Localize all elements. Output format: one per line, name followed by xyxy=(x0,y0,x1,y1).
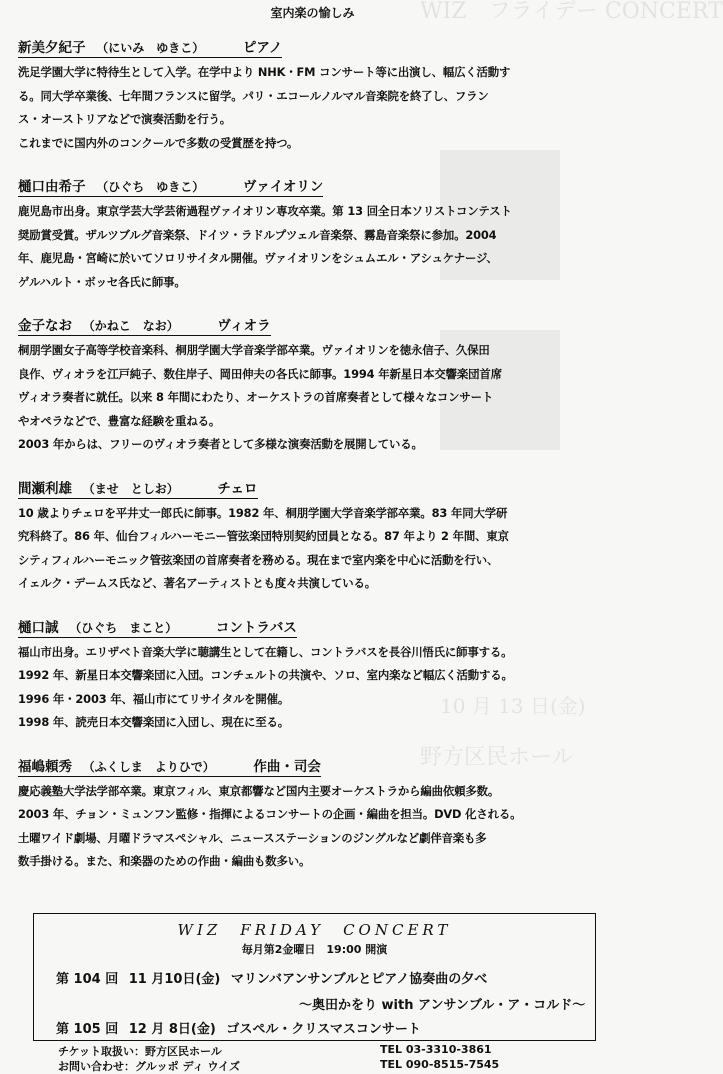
performer-name: 新美夕紀子 xyxy=(18,40,86,56)
profile-header xyxy=(18,314,271,336)
performer-instrument: ヴィオラ xyxy=(217,318,271,334)
performer-name: 樋口由希子 xyxy=(18,179,86,195)
bio-line: ス・オーストリアなどで演奏活動を行う。 xyxy=(18,112,232,126)
profile-piano xyxy=(18,36,614,155)
performer-instrument: ヴァイオリン xyxy=(242,179,324,195)
ticket-tel: TEL 03-3310-3861 xyxy=(380,1043,492,1056)
bio-line: る。同大学卒業後、七年間フランスに留学。パリ・エコールノルマル音楽院を終了し、フラン xyxy=(18,88,489,103)
bio-line: ヴィオラ奏者に就任。以来 8 年間にわたり、オーケストラの首席奏者として様々なコンサート xyxy=(18,390,494,404)
performer-reading: （ませ としお） xyxy=(82,481,179,496)
performer-reading: （ひぐち まこと） xyxy=(69,620,178,635)
bio-line: 2003 年からは、フリーのヴィオラ奏者として多様な演奏活動を展開している。 xyxy=(18,437,423,451)
performer-reading: （ひぐち ゆきこ） xyxy=(96,180,205,194)
bio-line: 1996 年・2003 年、福山市にてリサイタルを開催。 xyxy=(18,691,290,706)
page-title: 室内楽の愉しみ xyxy=(270,6,355,20)
bio-line: ゲルハルト・ボッセ各氏に師事。 xyxy=(18,274,186,289)
event-date: 12 月 8日(金) xyxy=(128,1022,216,1037)
profile-header xyxy=(18,477,258,499)
bio-line: 2003 年、チョン・ミュンフン監修・指揮によるコンサートの企画・編曲を担当。DVD 化される。 xyxy=(18,807,522,821)
bleed-through-text: WIZ フライデー CONCERT xyxy=(420,0,723,24)
performer-reading: （かねこ なお） xyxy=(82,319,179,333)
event-number: 第 105 回 xyxy=(56,1022,119,1037)
bio-line: これまでに国内外のコンクールで多数の受賞歴を持つ。 xyxy=(18,135,299,150)
bleed-through-text: 野方区民ホール xyxy=(420,745,574,770)
bio-line: 年、鹿児島・宮崎に於いてソロリサイタル開催。ヴァイオリンをシュムエル・アシュケナージ、 xyxy=(18,251,498,265)
profile-header xyxy=(18,175,323,197)
event-number: 第 104 回 xyxy=(56,972,119,987)
bio-line: 10 歳よりチェロを平井丈一郎氏に師事。1982 年、桐朋学園大学音楽学部卒業。83 年同大学研 xyxy=(18,505,508,520)
concert-event-105 xyxy=(56,1018,427,1037)
bio-line: 洗足学園大学に特待生として入学。在学中より NHK・FM コンサート等に出演し、幅広く活動す xyxy=(18,65,511,79)
performer-profiles xyxy=(18,36,614,894)
bleed-through-text: 10 月 13 日(金) xyxy=(440,694,586,718)
performer-name: 金子なお xyxy=(18,318,72,334)
event-program: ゴスペル・クリスマスコンサート xyxy=(226,1022,421,1037)
profile-header xyxy=(18,755,321,777)
concert-series-title: WIZ FRIDAY CONCERT xyxy=(177,921,452,939)
bio-line: 奨励賞受賞。ザルツブルグ音楽祭、ドイツ・ラドルプツェル音楽祭、霧島音楽祭に参加。2004 xyxy=(18,227,497,242)
contact-info xyxy=(58,1058,500,1074)
profile-contrabass xyxy=(18,616,614,735)
performer-name: 福嶋頼秀 xyxy=(18,758,72,775)
bio-line: 1992 年、新星日本交響楽団に入団。コンチェルトの共演や、ソロ、室内楽など幅広く活動する。 xyxy=(18,668,513,682)
profile-header xyxy=(18,616,297,638)
performer-reading: （にいみ ゆきこ） xyxy=(96,41,205,55)
bio-line: 慶応義塾大学法学部卒業。東京フィル、東京都響など国内主要オーケストラから編曲依頼多数。 xyxy=(18,783,500,798)
profile-violin xyxy=(18,175,614,294)
profile-composer xyxy=(18,755,614,874)
contact-tel: TEL 090-8515-7545 xyxy=(380,1058,500,1071)
performer-name: 間瀬利雄 xyxy=(18,480,72,497)
bio-line: 究科終了。86 年、仙台フィルハーモニー管弦楽団特別契約団員となる。87 年より 2 年間、東京 xyxy=(18,529,509,543)
contact-label: お問い合わせ：グルッポ ディ ウイズ xyxy=(58,1060,241,1073)
event-subtitle: ～奥田かをり with アンサンブル・ア・コルド～ xyxy=(299,998,586,1013)
performer-instrument: ピアノ xyxy=(242,40,283,56)
bio-line: 数手掛ける。また、和楽器のための作曲・編曲も数多い。 xyxy=(18,854,311,868)
performer-reading: （ふくしま よりひで） xyxy=(82,759,215,774)
bio-line: 土曜ワイド劇場、月曜ドラマスペシャル、ニュースステーションのジングルなど劇伴音楽も多 xyxy=(18,830,487,845)
performer-name: 樋口誠 xyxy=(18,619,59,636)
concert-schedule-box xyxy=(33,913,596,1041)
profile-header xyxy=(18,36,282,58)
bio-line: 鹿児島市出身。東京学芸大学芸術過程ヴァイオリン専攻卒業。第 13 回全日本ソリストコンテスト xyxy=(18,204,512,218)
bio-line: 福山市出身。エリザベト音楽大学に聴講生として在籍し、コントラバスを長谷川悟氏に師事する。 xyxy=(18,644,513,659)
performer-instrument: チェロ xyxy=(217,480,258,497)
concert-event-104 xyxy=(56,968,493,987)
ticket-label: チケット取扱い：野方区民ホール xyxy=(58,1045,222,1058)
performer-instrument: コントラバス xyxy=(215,619,297,636)
profile-cello xyxy=(18,477,614,596)
event-date: 11 月10日(金) xyxy=(128,972,221,987)
bio-line: シティフィルハーモニック管弦楽団の首席奏者を務める。現在まで室内楽を中心に活動を行い、 xyxy=(18,552,499,567)
performer-instrument: 作曲・司会 xyxy=(253,758,321,775)
bio-line: 桐朋学園女子高等学校音楽科、桐朋学園大学音楽学部卒業。ヴァイオリンを徳永信子、久保田 xyxy=(18,343,490,357)
bio-line: やオペラなどで、豊富な経験を重ねる。 xyxy=(18,413,221,428)
bio-line: 1998 年、読売日本交響楽団に入団し、現在に至る。 xyxy=(18,715,289,729)
bio-line: イェルク・デームス氏など、著名アーティストとも度々共演している。 xyxy=(18,576,376,590)
profile-viola xyxy=(18,314,614,457)
ticket-info xyxy=(58,1043,492,1059)
concert-schedule-note: 毎月第2金曜日 19:00 開演 xyxy=(241,943,388,956)
bio-line: 良作、ヴィオラを江戸純子、数住岸子、岡田伸夫の各氏に師事。1994 年新星日本交響楽団首席 xyxy=(18,366,502,381)
event-program: マリンバアンサンブルとピアノ協奏曲の夕べ xyxy=(230,972,488,987)
